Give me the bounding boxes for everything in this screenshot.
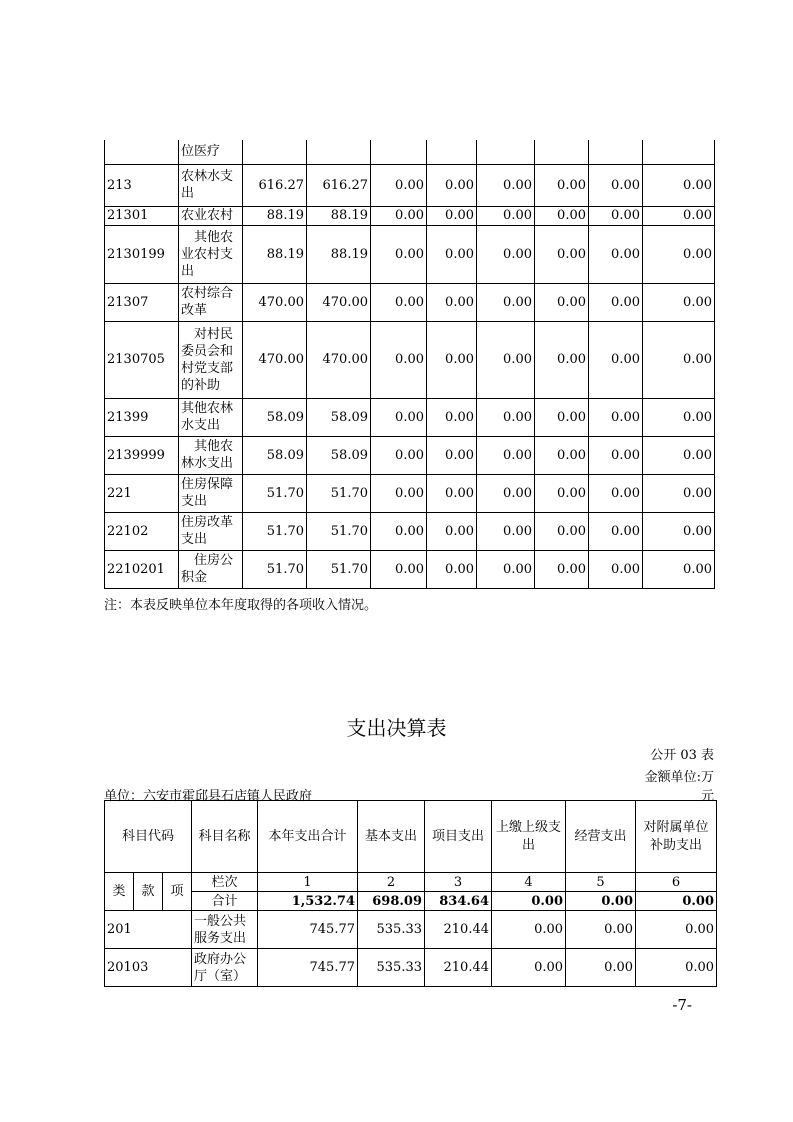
- row-value: 0.00: [589, 436, 643, 474]
- table-row: [105, 436, 715, 474]
- table-row: [105, 140, 715, 164]
- row-value: [427, 140, 477, 164]
- row-value: 0.00: [589, 512, 643, 550]
- row-value: 0.00: [589, 474, 643, 512]
- header-subject-name: 科目名称: [192, 801, 258, 873]
- income-table: [104, 140, 715, 589]
- row-code: 20103: [105, 949, 192, 987]
- row-value: 0.00: [371, 225, 427, 283]
- row-value: 0.00: [636, 911, 717, 949]
- row-code: 22102: [105, 512, 179, 550]
- row-name: 位医疗: [179, 140, 243, 164]
- row-value: 535.33: [358, 949, 425, 987]
- row-value: 745.77: [258, 911, 358, 949]
- row-value: 51.70: [243, 474, 307, 512]
- row-code: 213: [105, 164, 179, 206]
- row-value: 0.00: [477, 321, 535, 398]
- table-row: [105, 164, 715, 206]
- row-name: 政府办公厅（室）: [192, 949, 258, 987]
- row-value: 470.00: [243, 283, 307, 321]
- row-value: 0.00: [427, 512, 477, 550]
- row-name: 其他农业农村支出: [179, 225, 243, 283]
- row-value: 0.00: [643, 283, 715, 321]
- row-value: 0.00: [589, 283, 643, 321]
- col-number: 5: [566, 873, 636, 892]
- row-value: 0.00: [371, 436, 427, 474]
- row-value: 0.00: [589, 225, 643, 283]
- row-value: 0.00: [477, 512, 535, 550]
- row-value: 0.00: [427, 283, 477, 321]
- row-value: 58.09: [307, 398, 371, 436]
- row-code: 21301: [105, 206, 179, 225]
- row-value: 88.19: [243, 225, 307, 283]
- row-code: [105, 140, 179, 164]
- row-value: 0.00: [492, 949, 566, 987]
- header-total-expense: 本年支出合计: [258, 801, 358, 873]
- row-value: 745.77: [258, 949, 358, 987]
- row-name: 农村综合改革: [179, 283, 243, 321]
- row-value: 0.00: [477, 283, 535, 321]
- row-value: 0.00: [427, 164, 477, 206]
- row-value: [371, 140, 427, 164]
- table-note: 注：本表反映单位本年度取得的各项收入情况。: [104, 598, 378, 613]
- row-value: 616.27: [243, 164, 307, 206]
- row-value: 58.09: [243, 436, 307, 474]
- row-value: 0.00: [477, 225, 535, 283]
- row-value: 0.00: [371, 398, 427, 436]
- page-number: -7-: [672, 996, 692, 1014]
- row-value: 470.00: [243, 321, 307, 398]
- row-value: 0.00: [477, 550, 535, 588]
- total-value: 0.00: [636, 892, 717, 911]
- row-value: 0.00: [371, 474, 427, 512]
- row-value: 0.00: [643, 164, 715, 206]
- row-name: 一般公共服务支出: [192, 911, 258, 949]
- total-row: [105, 892, 717, 911]
- row-value: 0.00: [643, 436, 715, 474]
- table-row: [105, 225, 715, 283]
- row-value: 0.00: [427, 321, 477, 398]
- row-code: 2130199: [105, 225, 179, 283]
- row-value: 0.00: [535, 283, 589, 321]
- row-value: 0.00: [535, 164, 589, 206]
- header-project-expense: 项目支出: [425, 801, 492, 873]
- row-value: 0.00: [477, 436, 535, 474]
- row-value: 0.00: [535, 474, 589, 512]
- total-value: 0.00: [566, 892, 636, 911]
- row-value: 470.00: [307, 321, 371, 398]
- row-value: 0.00: [643, 550, 715, 588]
- row-code: 2139999: [105, 436, 179, 474]
- table-row: [105, 206, 715, 225]
- row-value: [589, 140, 643, 164]
- table-row: [105, 911, 717, 949]
- row-code: 21399: [105, 398, 179, 436]
- col-number: 6: [636, 873, 717, 892]
- row-value: 470.00: [307, 283, 371, 321]
- row-value: 0.00: [589, 164, 643, 206]
- row-code: 201: [105, 911, 192, 949]
- row-value: 0.00: [566, 911, 636, 949]
- row-value: 58.09: [243, 398, 307, 436]
- row-value: 0.00: [427, 206, 477, 225]
- row-value: 51.70: [307, 474, 371, 512]
- row-value: 0.00: [589, 550, 643, 588]
- total-value: 834.64: [425, 892, 492, 911]
- col-number: 4: [492, 873, 566, 892]
- row-name: 对村民委员会和村党支部的补助: [179, 321, 243, 398]
- row-value: [243, 140, 307, 164]
- row-value: 0.00: [643, 206, 715, 225]
- row-value: 0.00: [371, 550, 427, 588]
- row-value: 0.00: [589, 321, 643, 398]
- row-value: 0.00: [643, 321, 715, 398]
- header-row: [105, 801, 717, 873]
- table-row: [105, 474, 715, 512]
- row-value: 0.00: [427, 436, 477, 474]
- row-value: 0.00: [427, 550, 477, 588]
- table-row: [105, 398, 715, 436]
- row-value: 535.33: [358, 911, 425, 949]
- total-value: 698.09: [358, 892, 425, 911]
- row-value: [307, 140, 371, 164]
- table-row: [105, 550, 715, 588]
- row-value: 88.19: [243, 206, 307, 225]
- row-value: 0.00: [535, 321, 589, 398]
- row-value: 0.00: [427, 474, 477, 512]
- table-row: [105, 949, 717, 987]
- row-name: 住房公积金: [179, 550, 243, 588]
- row-value: 58.09: [307, 436, 371, 474]
- col-number: 2: [358, 873, 425, 892]
- row-value: 51.70: [243, 550, 307, 588]
- row-value: 210.44: [425, 949, 492, 987]
- header-upper-remit: 上缴上级支出: [492, 801, 566, 873]
- amount-unit: 金额单位:万: [644, 770, 714, 785]
- header-xiang: 项: [163, 873, 192, 911]
- row-code: 21307: [105, 283, 179, 321]
- row-code: 221: [105, 474, 179, 512]
- row-value: 0.00: [477, 398, 535, 436]
- header-operating-expense: 经营支出: [566, 801, 636, 873]
- form-number: 公开 03 表: [650, 748, 714, 763]
- row-value: 0.00: [535, 206, 589, 225]
- row-value: 0.00: [535, 512, 589, 550]
- row-name: 住房保障支出: [179, 474, 243, 512]
- row-value: 0.00: [371, 321, 427, 398]
- row-value: [643, 140, 715, 164]
- row-value: 616.27: [307, 164, 371, 206]
- row-name: 农林水支出: [179, 164, 243, 206]
- row-value: [477, 140, 535, 164]
- row-value: 51.70: [307, 512, 371, 550]
- row-value: 0.00: [427, 398, 477, 436]
- row-value: 0.00: [427, 225, 477, 283]
- row-value: 0.00: [371, 512, 427, 550]
- row-value: 0.00: [535, 398, 589, 436]
- row-value: 0.00: [643, 398, 715, 436]
- row-value: 0.00: [589, 206, 643, 225]
- header-basic-expense: 基本支出: [358, 801, 425, 873]
- row-value: [535, 140, 589, 164]
- row-value: 0.00: [477, 474, 535, 512]
- row-value: 0.00: [643, 225, 715, 283]
- table-row: [105, 512, 715, 550]
- total-value: 1,532.74: [258, 892, 358, 911]
- row-code: 2130705: [105, 321, 179, 398]
- row-name: 农业农村: [179, 206, 243, 225]
- row-value: 0.00: [636, 949, 717, 987]
- row-value: 0.00: [643, 474, 715, 512]
- row-value: 0.00: [643, 512, 715, 550]
- row-value: 51.70: [307, 550, 371, 588]
- page-title: 支出决算表: [346, 716, 447, 740]
- table-row: [105, 283, 715, 321]
- amount-unit-cont: 元: [700, 789, 714, 804]
- organization: 单位：六安市霍邱县石店镇人民政府: [104, 789, 313, 804]
- row-value: 51.70: [243, 512, 307, 550]
- header-lanci: 栏次: [192, 873, 258, 892]
- row-value: 0.00: [477, 164, 535, 206]
- table-row: [105, 321, 715, 398]
- header-lei: 类: [105, 873, 134, 911]
- row-value: 0.00: [535, 225, 589, 283]
- row-value: 0.00: [371, 164, 427, 206]
- row-name: 住房改革支出: [179, 512, 243, 550]
- row-value: 0.00: [492, 911, 566, 949]
- row-value: 88.19: [307, 225, 371, 283]
- total-value: 0.00: [492, 892, 566, 911]
- row-value: 0.00: [535, 436, 589, 474]
- row-value: 0.00: [566, 949, 636, 987]
- total-label: 合计: [192, 892, 258, 911]
- row-name: 其他农林水支出: [179, 398, 243, 436]
- row-value: 0.00: [589, 398, 643, 436]
- column-number-row: [105, 873, 717, 892]
- header-subject-code: 科目代码: [105, 801, 192, 873]
- row-value: 0.00: [371, 283, 427, 321]
- row-value: 0.00: [371, 206, 427, 225]
- row-value: 0.00: [477, 206, 535, 225]
- col-number: 3: [425, 873, 492, 892]
- expense-table: [104, 800, 717, 987]
- header-subsidiary-subsidy: 对附属单位补助支出: [636, 801, 717, 873]
- row-value: 210.44: [425, 911, 492, 949]
- row-code: 2210201: [105, 550, 179, 588]
- row-name: 其他农林水支出: [179, 436, 243, 474]
- row-value: 88.19: [307, 206, 371, 225]
- row-value: 0.00: [535, 550, 589, 588]
- col-number: 1: [258, 873, 358, 892]
- header-kuan: 款: [134, 873, 163, 911]
